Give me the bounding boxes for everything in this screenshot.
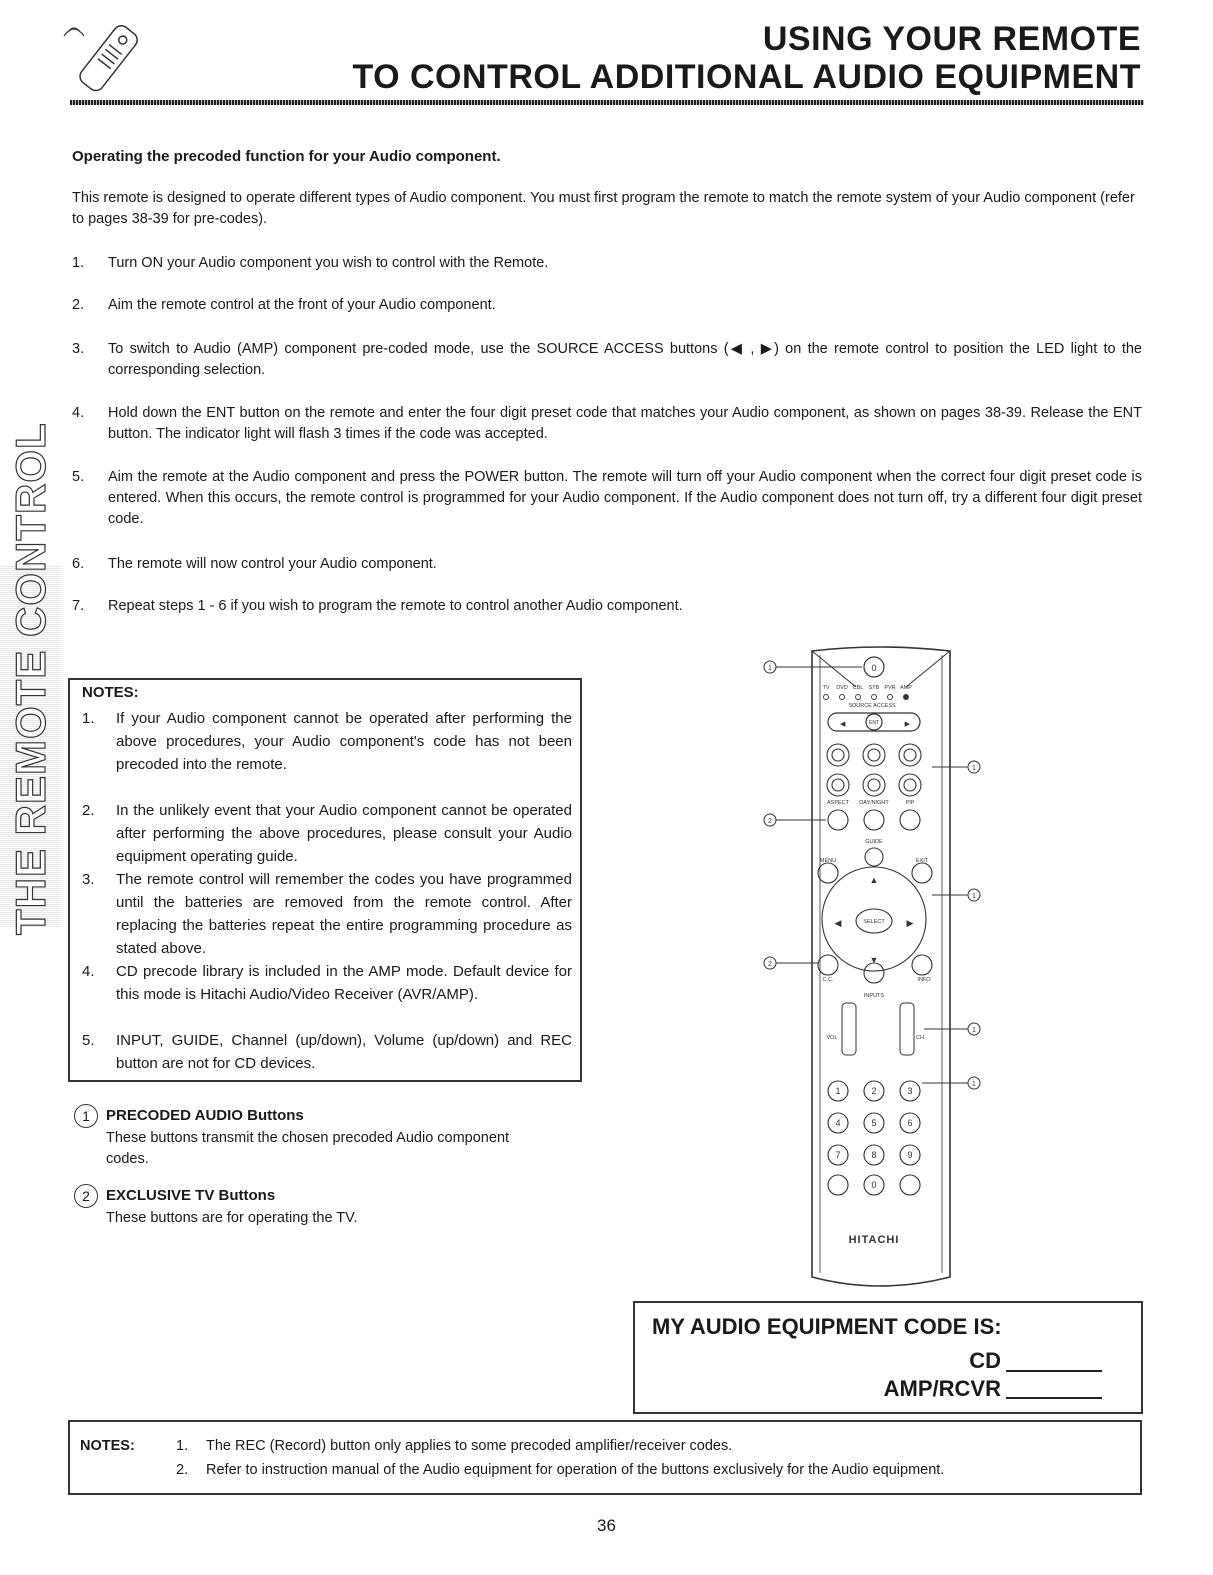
note-item [82, 868, 572, 960]
source-access-label: SOURCE ACCESS [848, 703, 896, 709]
svg-text:◀: ◀ [840, 721, 846, 728]
step-text: Aim the remote control at the front of your Audio component. [108, 297, 496, 313]
source-label: STB [868, 685, 880, 691]
code-box-heading: MY AUDIO EQUIPMENT CODE IS: [652, 1314, 1002, 1339]
source-label: AMP [900, 685, 912, 691]
info-label: INFO [917, 977, 931, 983]
note-item [82, 707, 572, 776]
intro-paragraph: This remote is designed to operate different types of Audio component. You must first program the remote to match the remote system of your Audio component (refer to pages 38-39 for pre-codes). [72, 190, 1135, 227]
step-number: 7. [72, 598, 85, 614]
note-item [82, 1029, 572, 1075]
pip-label: PIP [905, 800, 915, 806]
remote-hand-icon [60, 22, 160, 94]
step-text: To switch to Audio (AMP) component pre-coded mode, use the SOURCE ACCESS buttons (◀ , ▶) on the remote control to position the LED light to the corresponding selection. [108, 341, 1142, 378]
callout-number: 1 [972, 1027, 976, 1034]
legend-title: PRECODED AUDIO Buttons [106, 1107, 304, 1124]
vol-label: VOL [826, 1035, 838, 1041]
step-number: 4. [72, 405, 85, 421]
digit-label: 1 [835, 1086, 841, 1096]
digit-label: 9 [907, 1150, 913, 1160]
legend-description: These buttons transmit the chosen precoded Audio component codes. [106, 1130, 510, 1167]
step-number: 1. [72, 255, 85, 271]
menu-label: MENU [819, 858, 837, 864]
source-label: TV [822, 685, 830, 691]
step-number: 6. [72, 556, 85, 572]
digit-label: 4 [835, 1118, 841, 1128]
svg-text:▶: ▶ [904, 721, 910, 728]
callout-number: 2 [768, 961, 772, 968]
step-text: Hold down the ENT button on the remote and enter the four digit preset code that matches your Audio component, as shown on pages 38-39. Release the ENT button. The indicator light will flash 3 times if the code was accepted. [108, 405, 1142, 442]
step-text: The remote will now control your Audio component. [108, 556, 437, 572]
digit-label: 8 [871, 1150, 877, 1160]
step-number: 2. [72, 297, 85, 313]
callout-number: 1 [972, 1081, 976, 1088]
day-night-label: DAY/NIGHT [859, 800, 889, 806]
digit-label: 2 [871, 1086, 877, 1096]
note-number: 5. [82, 1032, 95, 1049]
step-text: Aim the remote at the Audio component and press the POWER button. The remote will turn off your Audio component when the correct four digit preset code is entered. When this occurs, the remote control is programmed for your Audio component. If the Audio component does not turn off, try a different four digit preset code. [108, 469, 1142, 527]
page-title-line1: USING YOUR REMOTE [762, 20, 1141, 58]
bottom-note-text: Refer to instruction manual of the Audio equipment for operation of the buttons exclusively for the Audio equipment. [206, 1462, 945, 1478]
svg-text:0: 0 [871, 663, 877, 673]
guide-label: GUIDE [865, 839, 883, 845]
note-text: INPUT, GUIDE, Channel (up/down), Volume (up/down) and REC button are not for CD devices. [116, 1032, 572, 1072]
select-label: SELECT [863, 919, 885, 925]
note-text: In the unlikely event that your Audio component cannot be operated after performing the above procedures, please consult your Audio equipment operating guide. [116, 802, 572, 865]
bottom-note-text: The REC (Record) button only applies to some precoded amplifier/receiver codes. [206, 1438, 733, 1454]
page-number: 36 [597, 1516, 616, 1535]
amp-code-label: AMP/RCVR [883, 1376, 1001, 1401]
step-text: Repeat steps 1 - 6 if you wish to program the remote to control another Audio component. [108, 598, 683, 614]
header-rule [70, 100, 1144, 105]
notes-heading: NOTES: [82, 684, 139, 701]
digit-label: 7 [835, 1150, 841, 1160]
note-item [82, 960, 572, 1006]
legend-title: EXCLUSIVE TV Buttons [106, 1187, 276, 1204]
inputs-label: INPUTS [863, 993, 885, 999]
source-label: CBL [852, 685, 864, 691]
step-number: 5. [72, 469, 85, 485]
callout-number: 1 [972, 893, 976, 900]
step-item [72, 339, 1142, 381]
note-number: 3. [82, 871, 95, 888]
source-label: PVR [884, 685, 896, 691]
digit-label: 5 [871, 1118, 877, 1128]
step-item [72, 253, 1142, 274]
bottom-notes-label: NOTES: [80, 1438, 135, 1454]
step-number: 3. [72, 341, 85, 357]
section-heading: Operating the precoded function for your Audio component. [72, 148, 501, 165]
legend-description: These buttons are for operating the TV. [106, 1210, 358, 1226]
svg-text:▶: ▶ [906, 918, 914, 928]
digit-label: 6 [907, 1118, 913, 1128]
bottom-note-number: 2. [176, 1462, 189, 1478]
step-item [72, 554, 1142, 575]
callout-number: 1 [768, 665, 772, 672]
side-tab-label: THE REMOTE CONTROL [7, 422, 54, 935]
callout-marker-1: 1 [74, 1104, 98, 1128]
note-text: CD precode library is included in the AMP mode. Default device for this mode is Hitachi Audio/Video Receiver (AVR/AMP). [116, 963, 572, 1003]
remote-brand: HITACHI [848, 1234, 900, 1246]
step-item [72, 596, 1142, 617]
callout-number: 2 [768, 818, 772, 825]
callout-marker-2: 2 [74, 1184, 98, 1208]
cd-code-blank[interactable] [1006, 1370, 1102, 1372]
ch-label: CH [916, 1035, 924, 1041]
svg-text:▼: ▼ [869, 955, 879, 965]
aspect-label: ASPECT [826, 800, 850, 806]
step-text: Turn ON your Audio component you wish to control with the Remote. [108, 255, 549, 271]
amp-code-blank[interactable] [1006, 1397, 1102, 1399]
cc-label: C.C. [822, 977, 834, 983]
ent-button-label: ENT [869, 720, 879, 726]
remote-control-illustration [760, 645, 1000, 1297]
step-item [72, 467, 1142, 530]
step-item [72, 403, 1142, 445]
note-number: 4. [82, 963, 95, 980]
svg-text:▲: ▲ [869, 875, 879, 885]
svg-text:◀: ◀ [834, 918, 842, 928]
page-title-line2: TO CONTROL ADDITIONAL AUDIO EQUIPMENT [352, 58, 1141, 96]
note-text: If your Audio component cannot be operated after performing the above procedures, your Audio component's code has not been precoded into the remote. [116, 710, 572, 773]
step-item [72, 295, 1142, 316]
callout-number: 1 [972, 765, 976, 772]
source-label: DVD [836, 685, 848, 691]
bottom-notes-box [68, 1420, 1142, 1495]
note-number: 2. [82, 802, 95, 819]
note-number: 1. [82, 710, 95, 727]
digit-label: 0 [871, 1180, 877, 1190]
cd-code-label: CD [969, 1348, 1001, 1373]
digit-label: 3 [907, 1086, 913, 1096]
note-item [82, 799, 572, 868]
note-text: The remote control will remember the codes you have programmed until the batteries are removed from the remote control. After replacing the batteries repeat the entire programming procedure as stated above. [116, 871, 572, 957]
exit-label: EXIT [915, 858, 929, 864]
bottom-note-number: 1. [176, 1438, 189, 1454]
